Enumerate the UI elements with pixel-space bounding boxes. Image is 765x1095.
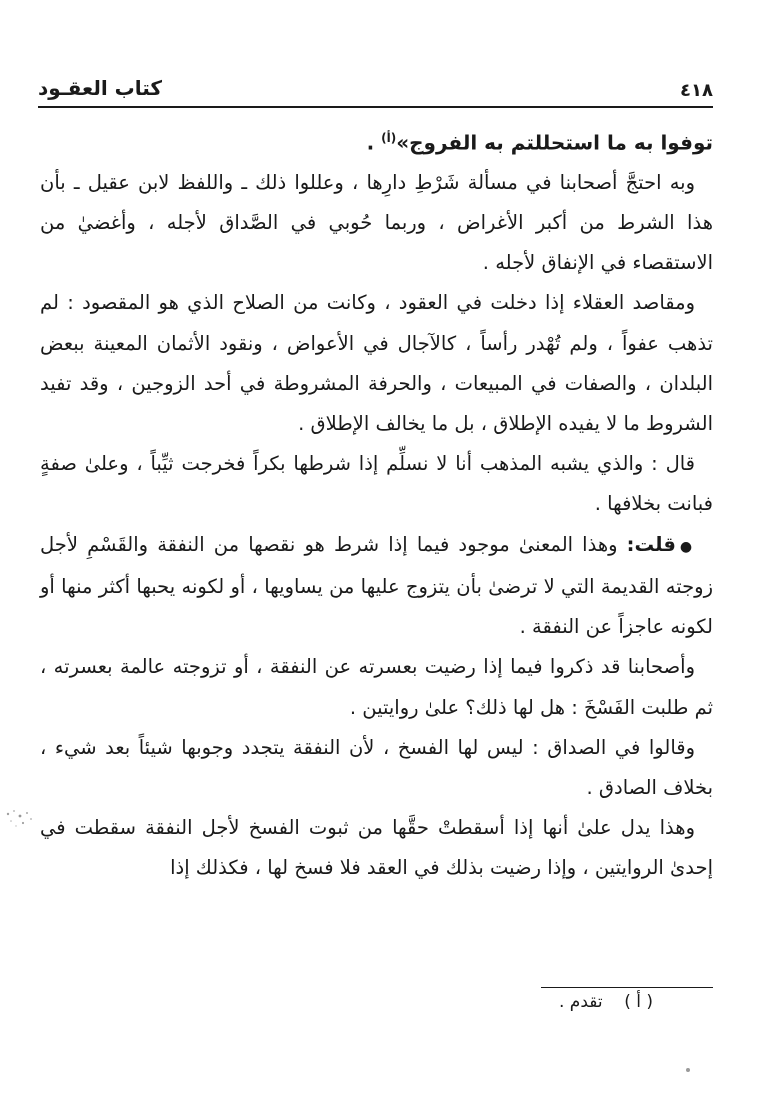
paragraph-7: وقالوا في الصداق : ليس لها الفسخ ، لأن النفقة يتجدد وجوبها شيئاً بعد شيء ، بخلاف الصادق . bbox=[40, 735, 713, 799]
paragraph-8: وهذا يدل علىٰ أنها إذا أسقطتْ حقَّها من ثبوت الفسخ لأجل النفقة سقطت في إحدىٰ الروايتين ، وإذا رضيت بذلك في العقد فلا فسخ لها ، فكذلك إذا bbox=[40, 816, 713, 880]
paragraph-1 bbox=[40, 118, 713, 163]
paragraph-3: ومقاصد العقلاء إذا دخلت في العقود ، وكانت من الصلاح الذي هو المقصود : لم تذهب عفواً ، ولم تُهْدر رأساً ، كالآجال في الأعواض ، ونقود الأثمان المعينة ببعض البلدان ، والصفات في المبيعات ، والحرفة المشروطة في أحد الزوجين ، وقد تفيد الشروط ما لا يفيده الإطلاق ، بل ما يخالف الإطلاق . bbox=[40, 291, 713, 436]
footnote-divider bbox=[541, 987, 713, 988]
paragraph-2: وبه احتجَّ أصحابنا في مسألة شَرْطِ دارِها ، وعللوا ذلك ـ واللفظ لابن عقيل ـ بأن هذا الشرط من أكبر الأغراض ، وربما حُوبي في الصَّداق لأجله ، وأغضيٰ من الاستقصاء في الإنفاق لأجله . bbox=[40, 170, 713, 275]
paragraph-5-text: وهذا المعنىٰ موجود فيما إذا شرط هو نقصها من النفقة والقَسْمِ لأجل زوجته القديمة التي لا ترضىٰ بأن يتزوج عليها من يساويها ، أو لكونه يحبها أكثر منها أو لكونه عاجزاً عن النفقة . bbox=[40, 532, 713, 639]
paragraph-4 bbox=[40, 444, 713, 524]
paragraph-5 bbox=[40, 525, 713, 648]
footnote-reference: (أ) bbox=[381, 131, 397, 145]
page-number: ٤١٨ bbox=[680, 80, 713, 101]
paragraph-1-end: . bbox=[366, 130, 382, 155]
paragraph-1-text: توفوا به ما استحللتم به الفروج» bbox=[396, 130, 713, 155]
running-header bbox=[38, 72, 713, 108]
footnote-text: تقدم . bbox=[558, 992, 603, 1012]
paragraph-4-lead: قال : bbox=[651, 452, 696, 476]
book-title: كتاب العقـود bbox=[38, 76, 163, 100]
main-text bbox=[40, 118, 713, 889]
ink-smudge-icon bbox=[2, 806, 36, 832]
bullet-icon: ● bbox=[679, 538, 695, 555]
paragraph-4-text: والذي يشبه المذهب أنا لا نسلِّم إذا شرطها بكراً فخرجت ثيِّباً ، وعلىٰ صفةٍ فبانت بخلافها . bbox=[40, 452, 713, 516]
footnote-marker: ( أ ) bbox=[624, 992, 653, 1012]
footnote bbox=[559, 992, 653, 1012]
paragraph-6: وأصحابنا قد ذكروا فيما إذا رضيت بعسرته عن النفقة ، أو تزوجته عالمة بعسرته ، ثم طلبت الفَسْخَ : هل لها ذلك؟ علىٰ روايتين . bbox=[40, 655, 713, 719]
paragraph-5-lead: قلت: bbox=[626, 532, 676, 556]
paper-speck bbox=[686, 1068, 690, 1072]
